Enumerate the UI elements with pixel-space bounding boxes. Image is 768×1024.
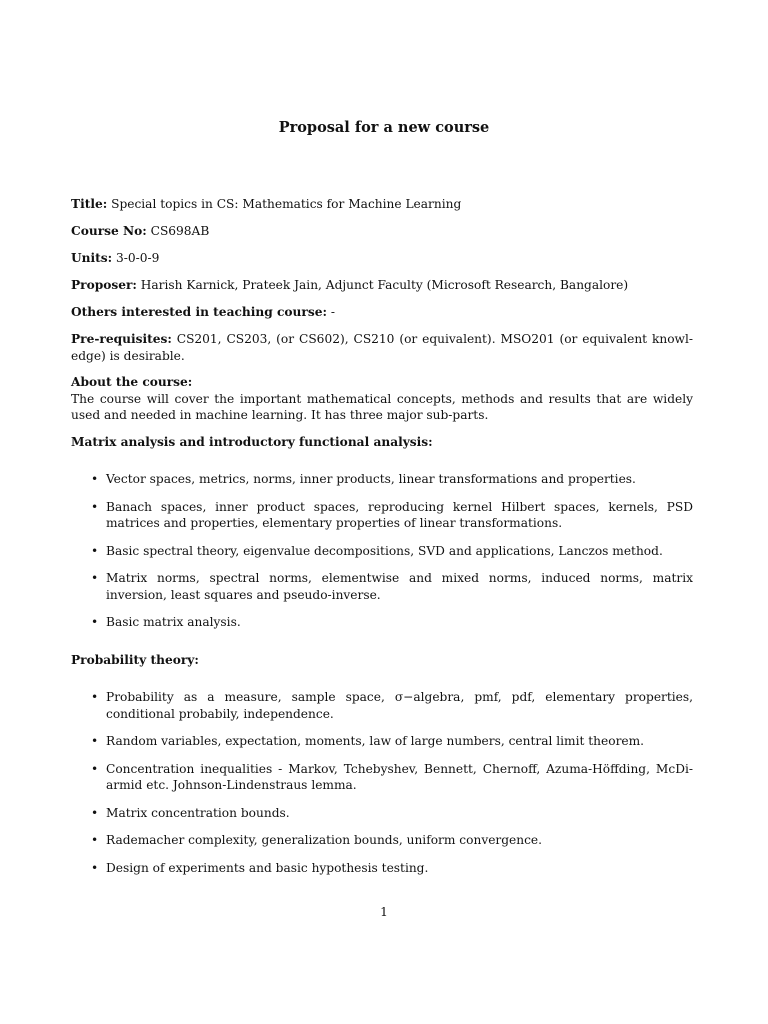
field-others-interested-value: - [326, 305, 335, 319]
list-item [71, 543, 693, 560]
list-item [71, 471, 693, 488]
list-item [71, 761, 693, 794]
field-units-label: Units: [71, 251, 113, 265]
list-item-text: Random variables, expectation, moments, law of large numbers, central limit theorem. [106, 734, 645, 748]
field-title [71, 196, 693, 213]
list-item-text: Concentration inequalities - Markov, Tchebyshev, Bennett, Chernoff, Azuma-Höffding, McDi-armid etc. Johnson-Lindenstraus lemma. [106, 761, 693, 792]
field-proposer-label: Proposer: [71, 278, 137, 292]
list-item [71, 570, 693, 603]
bullet-icon: • [91, 690, 99, 704]
field-prerequisites-label: Pre-requisites: [71, 332, 172, 346]
field-title-label: Title: [71, 197, 108, 211]
bullet-icon: • [91, 472, 99, 486]
list-item [71, 860, 693, 877]
bullet-icon: • [91, 543, 99, 558]
field-prerequisites-value: CS201, CS203, (or CS602), CS210 (or equivalent). MSO201 (or equivalent knowl-edge) is desirable. [71, 332, 693, 363]
list-item-text: Rademacher complexity, generalization bounds, uniform convergence. [106, 833, 543, 847]
field-others-interested-label: Others interested in teaching course: [71, 305, 327, 319]
bullet-icon: • [91, 499, 99, 514]
document-title: Proposal for a new course [278, 119, 490, 136]
list-item-text: Design of experiments and basic hypothesis testing. [106, 860, 429, 875]
field-title-value: Special topics in CS: Mathematics for Machine Learning [107, 197, 462, 211]
field-course-no [71, 223, 693, 240]
section-heading-matrix-analysis: Matrix analysis and introductory functional analysis: [71, 435, 433, 449]
field-units-value: 3-0-0-9 [112, 251, 160, 265]
bullet-icon: • [91, 615, 99, 629]
list-item [71, 689, 693, 722]
field-units [71, 250, 693, 267]
list-item [71, 733, 693, 750]
bullet-icon: • [91, 571, 99, 585]
field-prerequisites [71, 331, 693, 364]
list-item [71, 832, 693, 849]
list-item-text: Matrix concentration bounds. [106, 805, 290, 820]
list-item [71, 499, 693, 532]
field-course-no-value: CS698AB [146, 224, 210, 238]
about-text: The course will cover the important mathematical concepts, methods and results that are widely used and needed in machine learning. It has three major sub-parts. [71, 391, 693, 422]
list-item-text: Vector spaces, metrics, norms, inner products, linear transformations and properties. [106, 472, 636, 486]
section-heading-probability-theory: Probability theory: [71, 653, 199, 667]
list-item-text: Banach spaces, inner product spaces, reproducing kernel Hilbert spaces, kernels, PSD matrices and properties, elementary properties of linear transformations. [106, 499, 693, 530]
bullet-icon: • [91, 734, 99, 748]
field-others-interested [71, 304, 693, 321]
field-proposer-value: Harish Karnick, Prateek Jain, Adjunct Faculty (Microsoft Research, Bangalore) [136, 278, 629, 292]
list-item-text: Probability as a measure, sample space, σ−algebra, pmf, pdf, elementary properties, conditional probabily, independence. [106, 690, 693, 721]
list-item-text: Basic matrix analysis. [106, 615, 241, 629]
bullet-icon: • [91, 761, 99, 776]
matrix-analysis-list [71, 471, 693, 631]
field-proposer [71, 277, 693, 294]
list-item-text: Basic spectral theory, eigenvalue decompositions, SVD and applications, Lanczos method. [106, 543, 663, 558]
bullet-icon: • [91, 833, 99, 847]
about-section [71, 374, 693, 424]
page-number: 1 [380, 905, 388, 919]
list-item [71, 805, 693, 822]
probability-theory-list [71, 689, 693, 876]
list-item [71, 614, 693, 631]
bullet-icon: • [91, 860, 99, 875]
field-course-no-label: Course No: [71, 224, 147, 238]
list-item-text: Matrix norms, spectral norms, elementwise and mixed norms, induced norms, matrix inversion, least squares and pseudo-inverse. [106, 571, 693, 602]
about-heading: About the course: [71, 375, 193, 389]
bullet-icon: • [91, 805, 99, 820]
